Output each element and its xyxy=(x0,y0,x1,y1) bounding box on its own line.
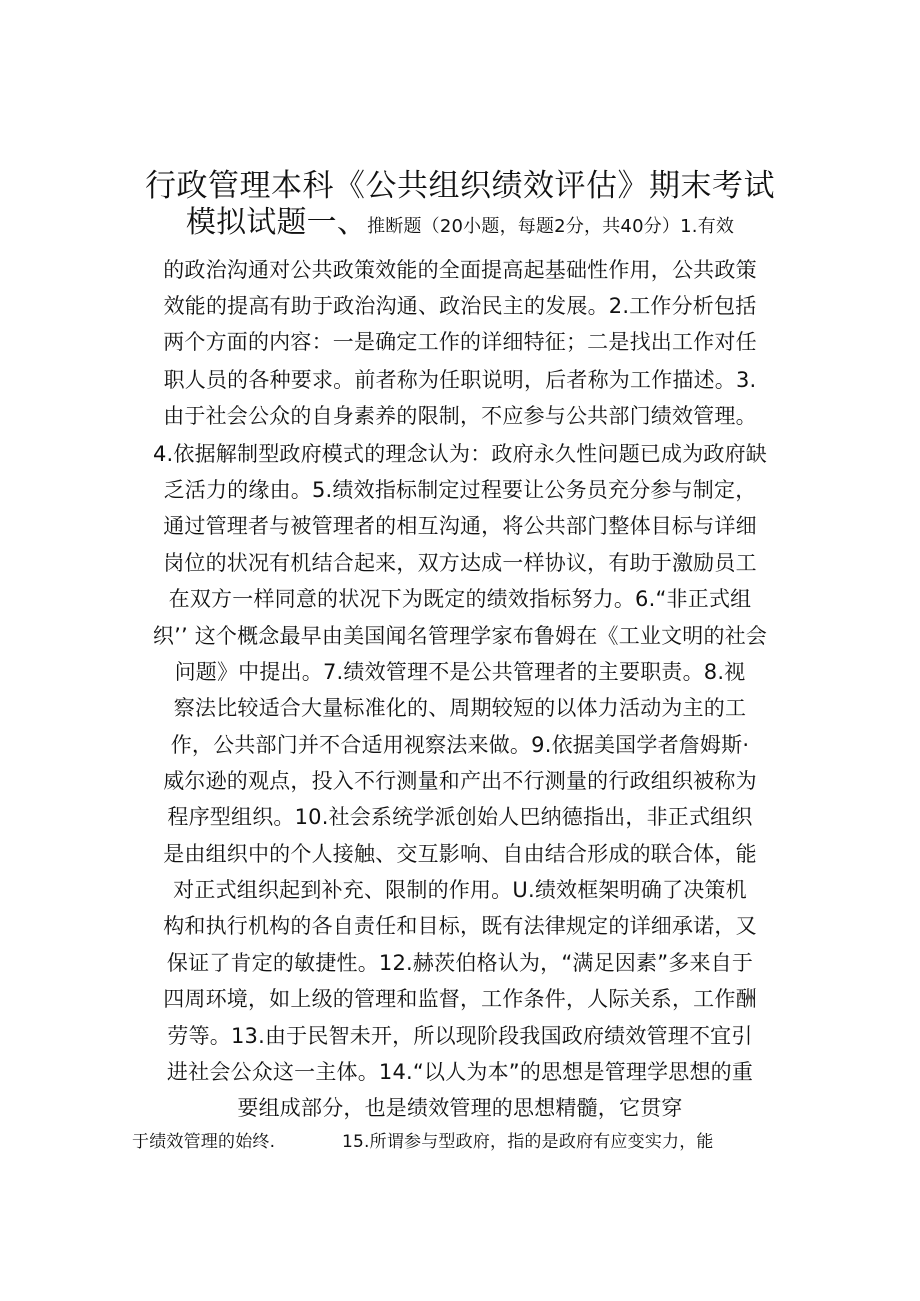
last-line-right-text: 15.所谓参与型政府，指的是政府有应变实力，能 xyxy=(342,1132,714,1152)
body-line: 乏活力的缘由。5.绩效指标制定过程要让公务员充分参与制定， xyxy=(163,478,757,502)
body-line: 两个方面的内容：一是确定工作的详细特征；二是找出工作对任 xyxy=(163,330,757,354)
body-line: 程序型组织。10.社会系统学派创始人巴纳德指出，非正式组织 xyxy=(167,805,753,829)
body-line: 保证了肯定的敏捷性。12.赫茨伯格认为，“满足因素”多来自于 xyxy=(166,951,754,975)
doc-title-line-1: 行政管理本科《公共组织绩效评估》期末考试 xyxy=(145,168,775,204)
doc-title-section-head: 模拟试题一、 xyxy=(185,205,368,240)
body-line: 在双方一样同意的状况下为既定的绩效指标努力。6.“非正式组 xyxy=(168,587,752,611)
body-line: 作，公共部门并不合适用视察法来做。9.依据美国学者詹姆斯· xyxy=(170,733,750,757)
body-line: 构和执行机构的各自责任和目标，既有法律规定的详细承诺，又 xyxy=(163,914,757,938)
body-line: 是由组织中的个人接触、交互影响、自由结合形成的联合体，能 xyxy=(163,842,757,866)
body-line: 进社会公众这一主体。14.“以人为本”的思想是管理学思想的重 xyxy=(166,1060,754,1084)
last-line-left-text: 于绩效管理的始终. xyxy=(132,1132,276,1152)
body-line: 织’’ 这个概念最早由美国闻名管理学家布鲁姆在《工业文明的社会 xyxy=(152,624,768,648)
body-line: 四周环境，如上级的管理和监督，工作条件，人际关系，工作酬 xyxy=(163,987,757,1011)
body-line: 对正式组织起到补充、限制的作用。U.绩效框架明确了决策机 xyxy=(173,878,747,902)
body-line: 劳等。13.由于民智未开，所以现阶段我国政府绩效管理不宜引 xyxy=(167,1024,753,1048)
body-line: 效能的提高有助于政治沟通、政治民主的发展。2.工作分析包括 xyxy=(163,294,757,318)
body-line: 4.依据解制型政府模式的理念认为：政府永久性问题已成为政府缺 xyxy=(152,442,768,466)
body-line: 问题》中提出。7.绩效管理不是公共管理者的主要职责。8.视 xyxy=(174,660,746,684)
body-line: 由于社会公众的自身素养的限制，不应参与公共部门绩效管理。 xyxy=(163,404,757,428)
doc-title-line-2 xyxy=(0,205,920,241)
body-line: 岗位的状况有机结合起来，双方达成一样协议，有助于激励员工 xyxy=(163,551,757,575)
body-line: 察法比较适合大量标准化的、周期较短的以体力活动为主的工 xyxy=(173,696,747,720)
body-line: 要组成部分，也是绩效管理的思想精髓，它贯穿 xyxy=(237,1096,683,1120)
body-line: 职人员的各种要求。前者称为任职说明，后者称为工作描述。3. xyxy=(163,368,757,392)
doc-title-section-tail: 推断题（20小题，每题2分，共40分）1.有效 xyxy=(367,216,735,237)
body-line: 威尔逊的观点，投入不行测量和产出不行测量的行政组织被称为 xyxy=(163,769,757,793)
body-line: 的政治沟通对公共政策效能的全面提高起基础性作用，公共政策 xyxy=(163,258,757,282)
body-line: 通过管理者与被管理者的相互沟通，将公共部门整体目标与详细 xyxy=(163,514,757,538)
